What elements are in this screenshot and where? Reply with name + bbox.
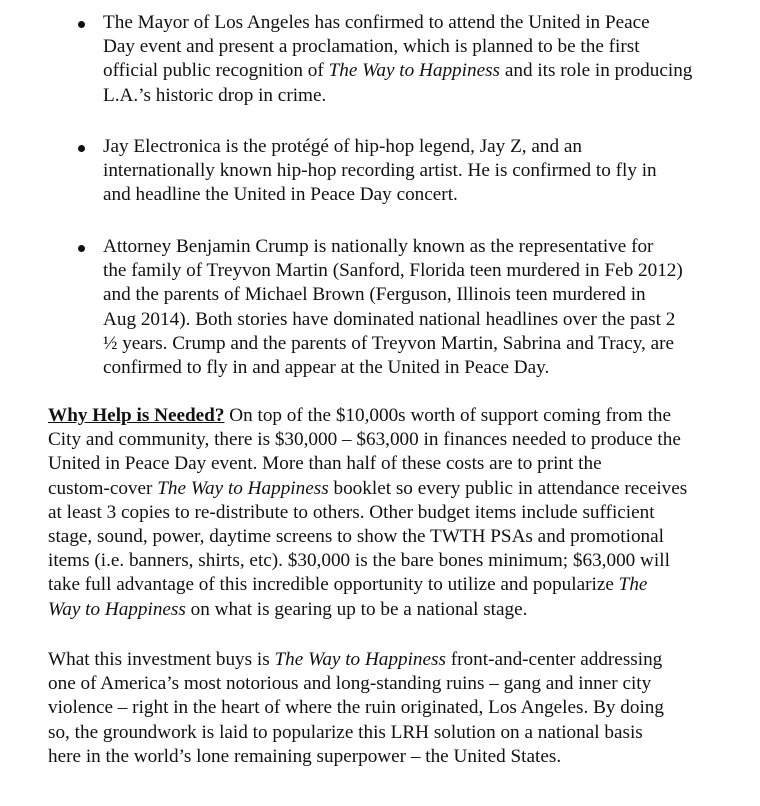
text-line — [103, 235, 743, 259]
text-line — [103, 159, 743, 183]
text-run: booklet so every public in attendance receives — [328, 477, 688, 499]
italic-title: The Way to Happiness — [274, 649, 446, 670]
text-run: stage, sound, power, daytime screens to show the TWTH PSAs and promotional — [48, 526, 664, 548]
investment-paragraph — [48, 648, 748, 769]
text-run: United in Peace Day event. More than half of these costs are to print the — [48, 453, 602, 475]
text-run: items (i.e. banners, shirts, etc). $30,000 is the bare bones minimum; $63,000 will — [48, 550, 670, 572]
italic-title: The Way to Happiness — [157, 477, 329, 499]
text-run: so, the groundwork is laid to popularize this LRH solution on a national basis — [48, 721, 643, 743]
text-line — [103, 259, 743, 283]
text-run: and the parents of Michael Brown (Ferguson, Illinois teen murdered in — [103, 284, 646, 306]
text-line — [48, 745, 748, 769]
text-line — [48, 573, 748, 597]
text-line — [48, 477, 748, 501]
bullet-icon — [78, 145, 85, 152]
italic-title: The Way to Happiness — [328, 60, 501, 82]
text-run: custom-cover — [48, 477, 158, 499]
text-line — [103, 35, 743, 59]
text-run: Attorney Benjamin Crump is nationally known as the representative for — [103, 236, 654, 257]
bullet-text — [103, 235, 743, 380]
text-run: and its role in producing — [500, 60, 693, 82]
bullet-icon — [78, 21, 85, 28]
text-line — [103, 135, 743, 159]
text-line — [48, 428, 748, 452]
text-line — [103, 308, 743, 332]
text-run: internationally known hip-hop recording artist. He is confirmed to fly in — [103, 160, 657, 182]
text-run: Aug 2014). Both stories have dominated national headlines over the past 2 — [103, 308, 676, 330]
text-line — [103, 11, 743, 35]
text-run: City and community, there is $30,000 – $63,000 in finances needed to produce the — [48, 429, 681, 451]
text-run: The Mayor of Los Angeles has confirmed to attend the United in Peace — [103, 12, 650, 33]
text-run: violence – right in the heart of where the ruin originated, Los Angeles. By doing — [48, 697, 664, 719]
text-run: Jay Electronica is the protégé of hip-hop legend, Jay Z, and an — [103, 136, 582, 157]
bullet-text — [103, 11, 743, 108]
text-run: the family of Treyvon Martin (Sanford, Florida teen murdered in Feb 2012) — [103, 260, 683, 282]
text-run: front-and-center addressing — [445, 649, 663, 670]
text-line — [48, 598, 748, 622]
bullet-text — [103, 135, 743, 208]
text-line — [103, 84, 743, 108]
investment-body — [48, 648, 748, 769]
text-line — [103, 332, 743, 356]
text-line — [48, 501, 748, 525]
italic-title: The — [618, 574, 648, 596]
text-run: take full advantage of this incredible opportunity to utilize and popularize — [48, 574, 619, 596]
text-run: official public recognition of — [103, 60, 329, 82]
text-line — [48, 696, 748, 720]
text-line — [48, 721, 748, 745]
text-line — [103, 183, 743, 207]
text-line — [103, 59, 743, 83]
why-help-paragraph — [48, 404, 748, 622]
why-help-first-line-text — [224, 405, 671, 426]
text-run: What this investment buys is — [48, 649, 275, 670]
text-run: at least 3 copies to re-distribute to others. Other budget items include sufficient — [48, 501, 655, 523]
why-help-first-line — [48, 404, 748, 428]
text-run: On top of the $10,000s worth of support coming from the — [224, 405, 672, 426]
text-run: and headline the United in Peace Day concert. — [103, 184, 458, 206]
text-line — [48, 672, 748, 696]
text-run: Day event and present a proclamation, which is planned to be the first — [103, 36, 640, 58]
bullet-icon — [78, 245, 85, 252]
text-line — [48, 648, 748, 672]
why-help-body — [48, 428, 748, 622]
text-run: L.A.’s historic drop in crime. — [103, 84, 327, 106]
text-run: one of America’s most notorious and long-standing ruins – gang and inner city — [48, 673, 652, 695]
text-line — [103, 356, 743, 380]
text-line — [48, 452, 748, 476]
text-run: on what is gearing up to be a national stage. — [185, 598, 528, 620]
text-run: ½ years. Crump and the parents of Treyvon Martin, Sabrina and Tracy, are — [103, 332, 675, 354]
text-line — [48, 549, 748, 573]
italic-title: Way to Happiness — [48, 598, 186, 620]
why-help-heading: Why Help is Needed? — [48, 405, 225, 426]
text-run: confirmed to fly in and appear at the United in Peace Day. — [103, 357, 550, 379]
text-line — [48, 525, 748, 549]
text-line — [103, 283, 743, 307]
text-run: here in the world’s lone remaining superpower – the United States. — [48, 745, 562, 767]
